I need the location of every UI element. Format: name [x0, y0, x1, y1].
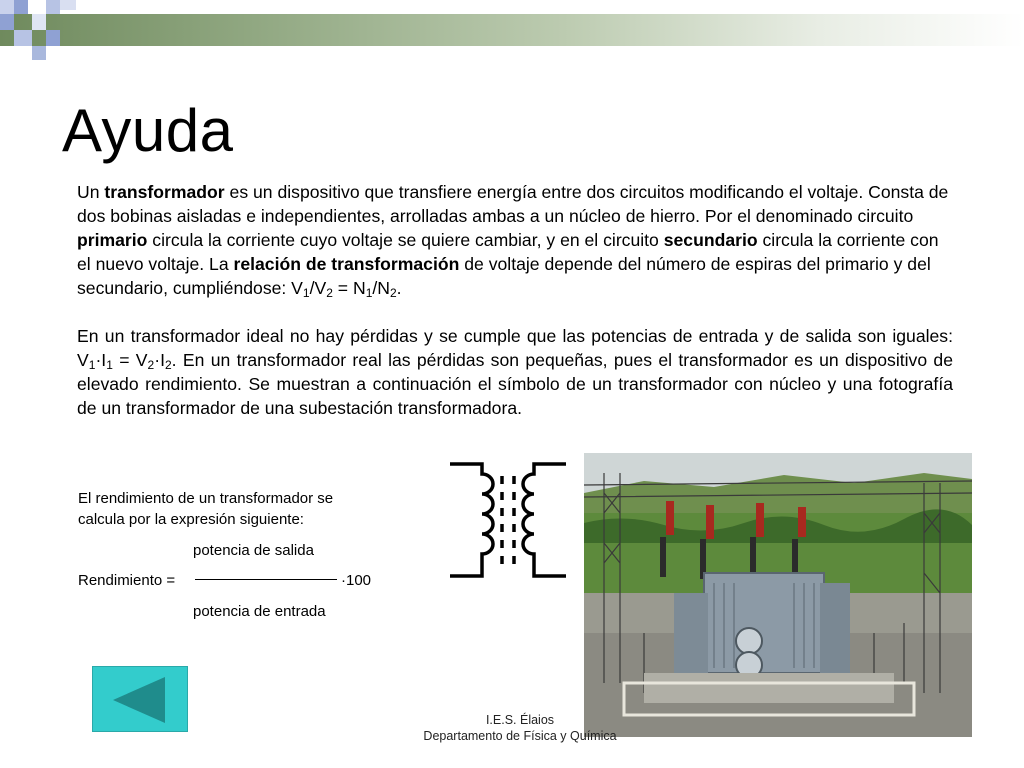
triangle-left-icon — [93, 667, 189, 733]
formula-factor: ·100 — [341, 572, 372, 589]
body-text — [77, 180, 953, 420]
fraction-bar — [195, 579, 337, 580]
substation-photo — [584, 453, 972, 737]
formula-intro-line1: El rendimiento de un transformador se — [78, 490, 334, 507]
paragraph-transformer-definition: Un transformador es un dispositivo que transfiere energía entre dos circuitos modificando el voltaje. Consta de dos bobinas aisladas e independientes, arrolladas ambas a un núcleo de hierro. Por el denominado circuito primario circula la corriente cuyo voltaje se quiere cambiar, y en el circuito secundario circula la corriente con el nuevo voltaje. La relación de transformación de voltaje depende del número de espiras del primario y del secundario, cumpliéndose: $V_1/V_2 = N_1/N_2$. — [77, 182, 949, 300]
footer — [380, 712, 660, 744]
page-title: Ayuda — [62, 97, 234, 164]
formula-intro-line2: calcula por la expresión siguiente: — [78, 511, 304, 528]
transformer-symbol — [446, 456, 570, 584]
footer-school: I.E.S. Élaios — [485, 713, 555, 727]
formula-denominator: potencia de entrada — [193, 603, 326, 620]
formula-lhs: Rendimiento = — [78, 572, 176, 589]
paragraph-ideal-transformer: En un transformador ideal no hay pérdidas y se cumple que las potencias de entrada y de salida son iguales: $V_1\cdot I_1 = V_2\cdot I_2$. En un transformador real las pérdidas son pequeñas, pues el transformador es un dispositivo de elevado rendimiento. Se muestran a continuación el símbolo de un transformador con núcleo y una fotografía de un transformador de una subestación transformadora. — [77, 326, 953, 418]
formula-numerator: potencia de salida — [193, 542, 314, 559]
back-button[interactable] — [92, 666, 188, 732]
footer-department: Departamento de Física y Química — [423, 729, 617, 743]
header-gradient-bar — [0, 14, 1024, 46]
